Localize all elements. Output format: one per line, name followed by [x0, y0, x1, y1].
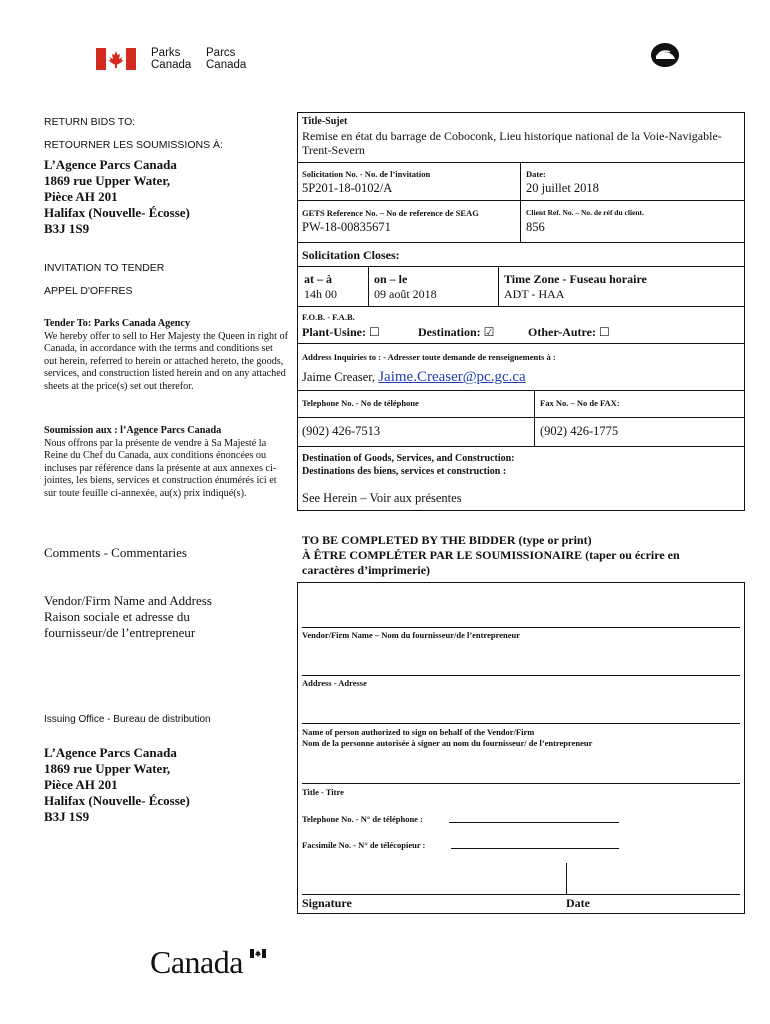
return-address: [44, 157, 190, 237]
return-address-line: Halifax (Nouvelle- Écosse): [44, 205, 190, 220]
beaver-emblem-icon: [650, 42, 680, 68]
vendor-address-label: [44, 593, 212, 641]
issuing-address-line: Halifax (Nouvelle- Écosse): [44, 793, 190, 808]
other-label: Other-Autre:: [528, 325, 596, 339]
canada-wordmark: [150, 945, 280, 985]
soumission-block: [44, 425, 288, 501]
canada-wordmark-text: Canada: [150, 944, 243, 980]
destination-goods-label-line: Destinations des biens, services et construction :: [302, 466, 507, 477]
telephone-value: (902) 426-7513: [302, 424, 381, 438]
title-field-label: Title - Titre: [302, 787, 344, 797]
vendor-label-line: fournisseur/de l’entrepreneur: [44, 625, 196, 640]
solicitation-no-value: 5P201-18-0102/A: [302, 181, 393, 195]
telephone-label: Telephone No. - No de téléphone: [302, 398, 419, 408]
invitation-to-tender: INVITATION TO TENDER: [44, 262, 165, 274]
time-zone-label: Time Zone - Fuseau horaire: [504, 272, 647, 286]
destination-checkbox[interactable]: ☑: [483, 325, 495, 339]
logo-text-canada-fr: Canada: [206, 59, 247, 71]
issuing-office-label: Issuing Office - Bureau de distribution: [44, 714, 211, 725]
title-field[interactable]: [302, 752, 740, 782]
plant-checkbox[interactable]: ☐: [369, 325, 380, 339]
return-bids-fr: RETOURNER LES SOUMISSIONS À:: [44, 139, 223, 151]
return-address-line: B3J 1S9: [44, 221, 90, 236]
bidder-heading-line: caractères d’imprimerie): [302, 563, 431, 577]
client-ref-label: Client Ref. No. – No. de réf du client.: [526, 208, 644, 217]
appel-doffres: APPEL D'OFFRES: [44, 285, 133, 297]
gets-reference-label: GETS Reference No. – No de reference de SEAG: [302, 208, 479, 218]
issuing-address-line: Pièce AH 201: [44, 777, 118, 792]
date-signature-label: Date: [566, 896, 590, 910]
authorized-label-line: Nom de la personne autorisée à signer au nom du fournisseur/ de l’entrepreneur: [302, 738, 593, 748]
fax-label: Fax No. – No de FAX:: [540, 398, 620, 408]
return-address-line: Pièce AH 201: [44, 189, 118, 204]
logo-text-parcs: Parcs: [206, 47, 236, 59]
signature-field[interactable]: [302, 863, 564, 893]
solicitation-no-label: Solicitation No. - No. de l’invitation: [302, 169, 431, 179]
tender-to-heading: Tender To: Parks Canada Agency: [44, 318, 191, 329]
closes-on-value: 09 août 2018: [374, 287, 437, 301]
fob-plant-option[interactable]: [302, 325, 380, 340]
bidder-telephone-label: Telephone No. - N° de téléphone :: [302, 814, 423, 824]
issuing-address: [44, 745, 190, 825]
destination-goods-value: See Herein – Voir aux présentes: [302, 491, 462, 505]
authorized-label-line: Name of person authorized to sign on behalf of the Vendor/Firm: [302, 727, 535, 737]
bidder-heading-line: À ÊTRE COMPLÉTER PAR LE SOUMISSIONAIRE (taper ou écrire en: [302, 548, 680, 562]
return-address-line: L’Agence Parcs Canada: [44, 157, 177, 172]
address-field[interactable]: [302, 645, 740, 674]
soumission-text: Nous offrons par la présente de vendre à Sa Majesté la Reine du Chef du Canada, aux conditions énoncées ou incluses par référence dans la présente at aux annexes ci-jointes, les biens, services et construction énumérés ici et sur toute feuille ci-annexée, au(x) prix indiqué(s).: [44, 437, 277, 499]
comments-label: Comments - Commentaries: [44, 545, 187, 560]
bidder-fax-field[interactable]: [451, 848, 619, 849]
title-value: Remise en état du barrage de Coboconk, Lieu historique national de la Voie-Navigable-Trent-Severn: [302, 129, 722, 157]
return-address-line: 1869 rue Upper Water,: [44, 173, 171, 188]
destination-goods-label-line: Destination of Goods, Services, and Construction:: [302, 453, 515, 464]
contact-email-link[interactable]: Jaime.Creaser@pc.gc.ca: [378, 369, 526, 385]
fax-value: (902) 426-1775: [540, 424, 619, 438]
vendor-label-line: Vendor/Firm Name and Address: [44, 593, 212, 608]
plant-label: Plant-Usine:: [302, 325, 366, 339]
solicitation-closes-label: Solicitation Closes:: [302, 248, 400, 262]
gets-reference-value: PW-18-00835671: [302, 220, 391, 234]
time-zone-value: ADT - HAA: [504, 287, 565, 301]
contact-line: [302, 369, 526, 386]
wordmark-flag-icon: [250, 949, 266, 958]
issuing-address-line: B3J 1S9: [44, 809, 90, 824]
destination-label: Destination:: [418, 325, 481, 339]
tender-to-block: [44, 318, 288, 394]
parks-canada-logo: [96, 47, 256, 73]
authorized-person-field[interactable]: [302, 692, 740, 722]
bidder-telephone-field[interactable]: [449, 822, 619, 823]
issuing-address-line: 1869 rue Upper Water,: [44, 761, 171, 776]
client-ref-value: 856: [526, 220, 545, 234]
fob-destination-option[interactable]: [418, 325, 494, 340]
title-label: Title-Sujet: [302, 116, 348, 127]
contact-name: Jaime Creaser,: [302, 370, 376, 384]
address-inquiries-label: Address Inquiries to : - Adresser toute demande de renseignements à :: [302, 352, 556, 362]
return-bids-en: RETURN BIDS TO:: [44, 116, 136, 128]
closes-at-label: at – à: [304, 272, 332, 286]
address-field-label: Address - Adresse: [302, 678, 367, 688]
vendor-name-field[interactable]: [302, 590, 740, 626]
canada-flag-icon: [96, 48, 136, 70]
bidder-heading-line: TO BE COMPLETED BY THE BIDDER (type or print): [302, 533, 592, 547]
tender-to-text: We hereby offer to sell to Her Majesty the Queen in right of Canada, in accordance with the terms and conditions set out herein, referred to herein or attached hereto, the goods, services, and construction listed herein and on any attached sheets at the price(s) set out therefor.: [44, 330, 288, 392]
vendor-name-field-label: Vendor/Firm Name – Nom du fournisseur/de l’entrepreneur: [302, 630, 520, 640]
logo-text-parks: Parks: [151, 47, 181, 59]
date-label: Date:: [526, 169, 546, 179]
fob-label: F.O.B. - F.A.B.: [302, 312, 355, 322]
title-section: [302, 115, 737, 157]
bidder-fax-label: Facsimile No. - N° de télécopieur :: [302, 840, 426, 850]
closes-at-value: 14h 00: [304, 287, 337, 301]
fob-other-option[interactable]: [528, 325, 610, 340]
logo-text-canada-en: Canada: [151, 59, 192, 71]
authorized-person-field-label: [302, 727, 592, 749]
other-checkbox[interactable]: ☐: [598, 325, 610, 339]
signature-label: Signature: [302, 896, 352, 910]
soumission-heading: Soumission aux : l’Agence Parcs Canada: [44, 425, 222, 436]
closes-on-label: on – le: [374, 272, 408, 286]
destination-goods-label: [302, 452, 515, 478]
issuing-address-line: L’Agence Parcs Canada: [44, 745, 177, 760]
date-value: 20 juillet 2018: [526, 181, 599, 195]
vendor-label-line: Raison sociale et adresse du: [44, 609, 190, 624]
bidder-heading: [302, 533, 680, 578]
date-field[interactable]: [568, 863, 740, 893]
